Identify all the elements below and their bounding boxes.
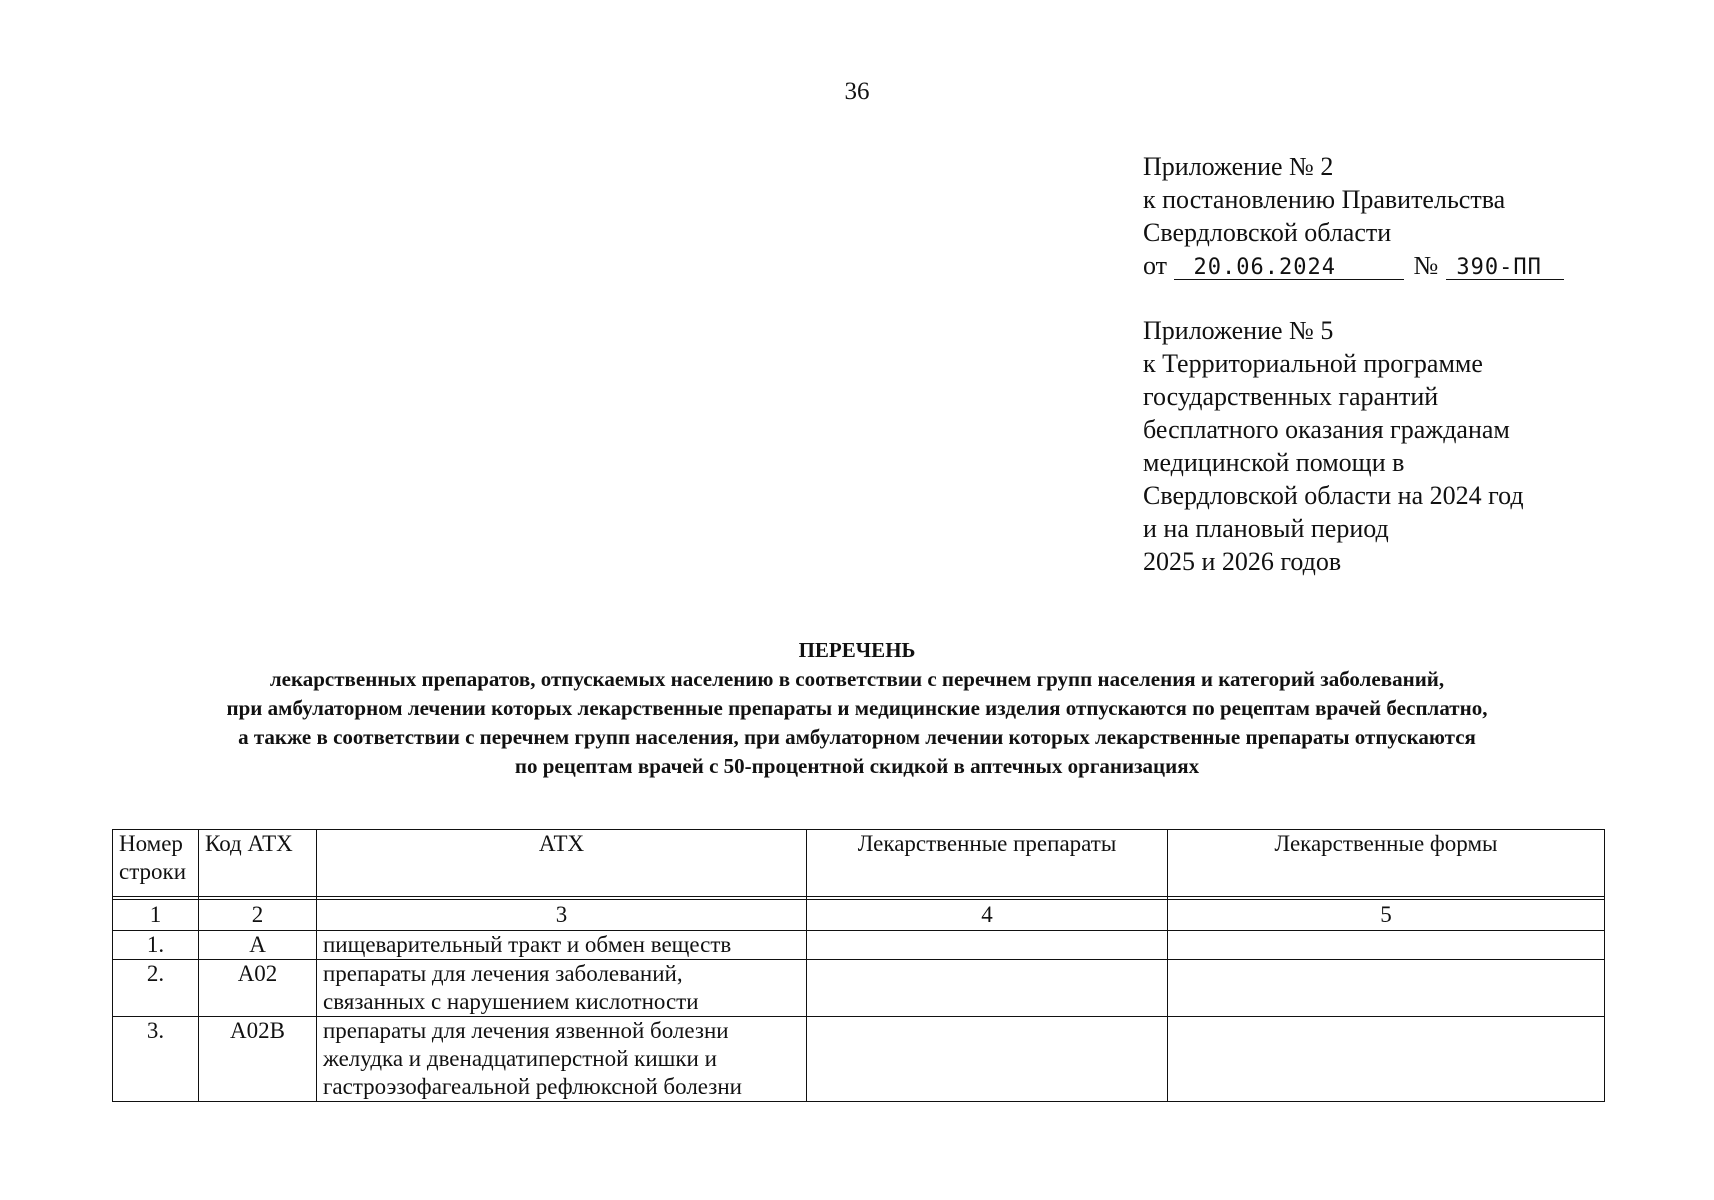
header-forms: Лекарственные формы: [1168, 830, 1605, 897]
row-number: 1.: [113, 931, 199, 960]
column-number: 4: [807, 900, 1168, 931]
appendix-5-line: Свердловской области на 2024 год: [1143, 481, 1524, 510]
column-number-row: [113, 900, 1605, 931]
row-atx-code: А02: [199, 960, 317, 1017]
page-number: 36: [844, 78, 870, 105]
atx-line: пищеварительный тракт и обмен веществ: [323, 932, 732, 957]
header-atx: АТХ: [317, 830, 807, 897]
row-drugs: [807, 1017, 1168, 1102]
column-number: 2: [199, 900, 317, 931]
appendix-2-line: к постановлению Правительства: [1143, 185, 1506, 214]
row-drugs: [807, 931, 1168, 960]
title-line: по рецептам врачей с 50-процентной скидкой в аптечных организациях: [514, 754, 1200, 778]
appendix-2-block: [1143, 150, 1564, 282]
resolution-number: 390-ПП: [1446, 257, 1564, 280]
title-line: а также в соответствии с перечнем групп населения, при амбулаторном лечении которых лекарственные препараты отпускаются: [238, 725, 1476, 749]
atx-line: препараты для лечения заболеваний,: [323, 961, 683, 986]
header-row-number: Номер строки: [113, 830, 199, 897]
table-row: [113, 960, 1605, 1017]
title-line: лекарственных препаратов, отпускаемых населению в соответствии с перечнем групп населения и категорий заболеваний,: [269, 667, 1445, 691]
drug-list-table: [112, 829, 1605, 1102]
resolution-date: 20.06.2024: [1174, 257, 1404, 280]
header-row: [113, 830, 1605, 897]
row-forms: [1168, 960, 1605, 1017]
appendix-5-block: [1143, 314, 1524, 578]
column-number: 1: [113, 900, 199, 931]
appendix-5-line: 2025 и 2026 годов: [1143, 547, 1342, 576]
drug-list-table-wrapper: [112, 829, 1604, 1102]
appendix-5-line: к Территориальной программе: [1143, 349, 1483, 378]
appendix-2-line: Свердловской области: [1143, 218, 1392, 247]
number-sign: №: [1413, 251, 1439, 280]
row-atx-code: А02В: [199, 1017, 317, 1102]
table-row: [113, 1017, 1605, 1102]
appendix-5-line: медицинской помощи в: [1143, 448, 1405, 477]
header-atx-code: Код АТХ: [199, 830, 317, 897]
row-atx: [317, 931, 807, 960]
appendix-5-line: и на плановый период: [1143, 514, 1389, 543]
atx-line: связанных с нарушением кислотности: [323, 989, 699, 1014]
appendix-2-date-line: [1143, 249, 1564, 282]
appendix-2-line: Приложение № 2: [1143, 152, 1334, 181]
title-line: при амбулаторном лечении которых лекарственные препараты и медицинские изделия отпускаются по рецептам врачей бесплатно,: [226, 696, 1488, 720]
atx-line: желудка и двенадцатиперстной кишки и: [323, 1046, 717, 1071]
row-number: 2.: [113, 960, 199, 1017]
row-forms: [1168, 931, 1605, 960]
title-heading: ПЕРЕЧЕНЬ: [798, 638, 916, 662]
header-drugs: Лекарственные препараты: [807, 830, 1168, 897]
appendix-5-line: государственных гарантий: [1143, 382, 1439, 411]
column-number: 5: [1168, 900, 1605, 931]
column-number: 3: [317, 900, 807, 931]
row-number: 3.: [113, 1017, 199, 1102]
row-atx-code: А: [199, 931, 317, 960]
atx-line: гастроэзофагеальной рефлюксной болезни: [323, 1074, 742, 1099]
table-row: [113, 931, 1605, 960]
from-label: от: [1143, 251, 1168, 280]
appendix-5-line: Приложение № 5: [1143, 316, 1334, 345]
row-atx: [317, 960, 807, 1017]
appendix-5-line: бесплатного оказания гражданам: [1143, 415, 1510, 444]
row-drugs: [807, 960, 1168, 1017]
document-title: [0, 636, 1714, 781]
atx-line: препараты для лечения язвенной болезни: [323, 1018, 729, 1043]
row-forms: [1168, 1017, 1605, 1102]
row-atx: [317, 1017, 807, 1102]
